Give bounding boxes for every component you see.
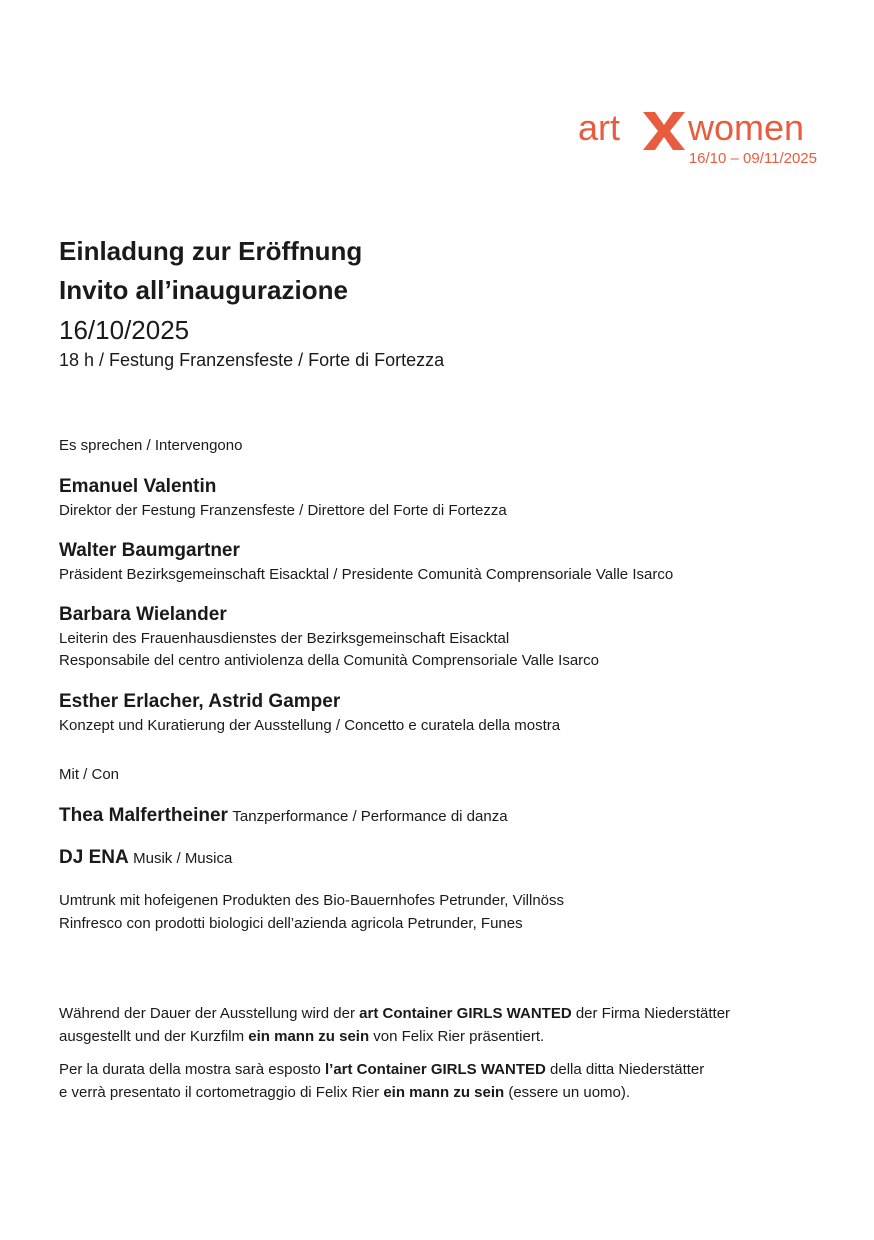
speaker-role: Präsident Bezirksgemeinschaft Eisacktal / Presidente Comunità Comprensoriale Valle Isarco xyxy=(59,566,674,583)
logo-women-text: women xyxy=(688,107,805,148)
speaker-block xyxy=(59,602,839,672)
paragraph-german xyxy=(59,1002,839,1048)
with-label: Mit / Con xyxy=(59,766,120,783)
text-segment: von Felix Rier präsentiert. xyxy=(369,1028,545,1045)
speaker-name: Emanuel Valentin xyxy=(59,476,217,497)
refreshments-german: Umtrunk mit hofeigenen Produkten des Bio-Bauernhofes Petrunder, Villnöss xyxy=(59,892,565,909)
paragraph-line xyxy=(59,1002,839,1025)
event-time-place: 18 h / Festung Franzensfeste / Forte di Fortezza xyxy=(59,350,445,370)
paragraph-line xyxy=(59,1058,839,1081)
performer-name: DJ ENA xyxy=(59,847,129,868)
text-segment: ausgestellt und der Kurzfilm xyxy=(59,1028,249,1045)
speaker-block xyxy=(59,538,839,586)
title-german: Einladung zur Eröffnung xyxy=(59,236,363,266)
text-segment: e verrà presentato il cortometraggio di Felix Rier xyxy=(59,1084,384,1101)
artxwomen-logo xyxy=(575,100,820,180)
exhibition-dates: 16/10 – 09/11/2025 xyxy=(688,150,817,167)
invitation-heading xyxy=(59,232,819,372)
text-segment: della ditta Niederstätter xyxy=(545,1061,705,1078)
refreshments-italian: Rinfresco con prodotti biologici dell’azienda agricola Petrunder, Funes xyxy=(59,915,523,932)
paragraph-line xyxy=(59,1025,839,1048)
title-italian: Invito all’inaugurazione xyxy=(59,275,348,305)
bold-segment: l’art Container GIRLS WANTED xyxy=(324,1061,546,1078)
speaker-role: Direktor der Festung Franzensfeste / Direttore del Forte di Fortezza xyxy=(59,502,507,519)
speaker-role: Konzept und Kuratierung der Ausstellung / Concetto e curatela della mostra xyxy=(59,717,561,734)
paragraph-line xyxy=(59,1081,839,1104)
bold-segment: ein mann zu sein xyxy=(248,1028,370,1045)
logo-wordmark xyxy=(575,106,820,152)
performer-name: Thea Malfertheiner xyxy=(59,805,228,826)
bold-segment: ein mann zu sein xyxy=(383,1084,505,1101)
event-date: 16/10/2025 xyxy=(59,315,190,345)
logo-art-text: art xyxy=(578,107,621,148)
text-segment: Während der Dauer der Ausstellung wird der xyxy=(59,1005,360,1022)
speaker-block xyxy=(59,689,839,737)
text-segment: der Firma Niederstätter xyxy=(571,1005,731,1022)
speaker-name: Barbara Wielander xyxy=(59,604,227,625)
performer-line xyxy=(59,803,508,830)
speakers-label: Es sprechen / Intervengono xyxy=(59,437,243,454)
performer-line xyxy=(59,845,232,872)
bold-segment: art Container GIRLS WANTED xyxy=(359,1005,572,1022)
performer-role: Tanzperformance / Performance di danza xyxy=(232,808,508,825)
speaker-role: Leiterin des Frauenhausdienstes der Bezirksgemeinschaft Eisacktal xyxy=(59,630,510,647)
speaker-name: Walter Baumgartner xyxy=(59,540,240,561)
text-segment: Per la durata della mostra sarà esposto xyxy=(59,1061,325,1078)
paragraph-italian xyxy=(59,1058,839,1104)
refreshments xyxy=(59,889,564,935)
speaker-role: Responsabile del centro antiviolenza della Comunità Comprensoriale Valle Isarco xyxy=(59,652,600,669)
performer-role: Musik / Musica xyxy=(133,850,233,867)
x-mark-icon xyxy=(641,108,687,154)
speaker-name: Esther Erlacher, Astrid Gamper xyxy=(59,691,341,712)
speaker-block xyxy=(59,474,839,522)
text-segment: (essere un uomo). xyxy=(504,1084,631,1101)
